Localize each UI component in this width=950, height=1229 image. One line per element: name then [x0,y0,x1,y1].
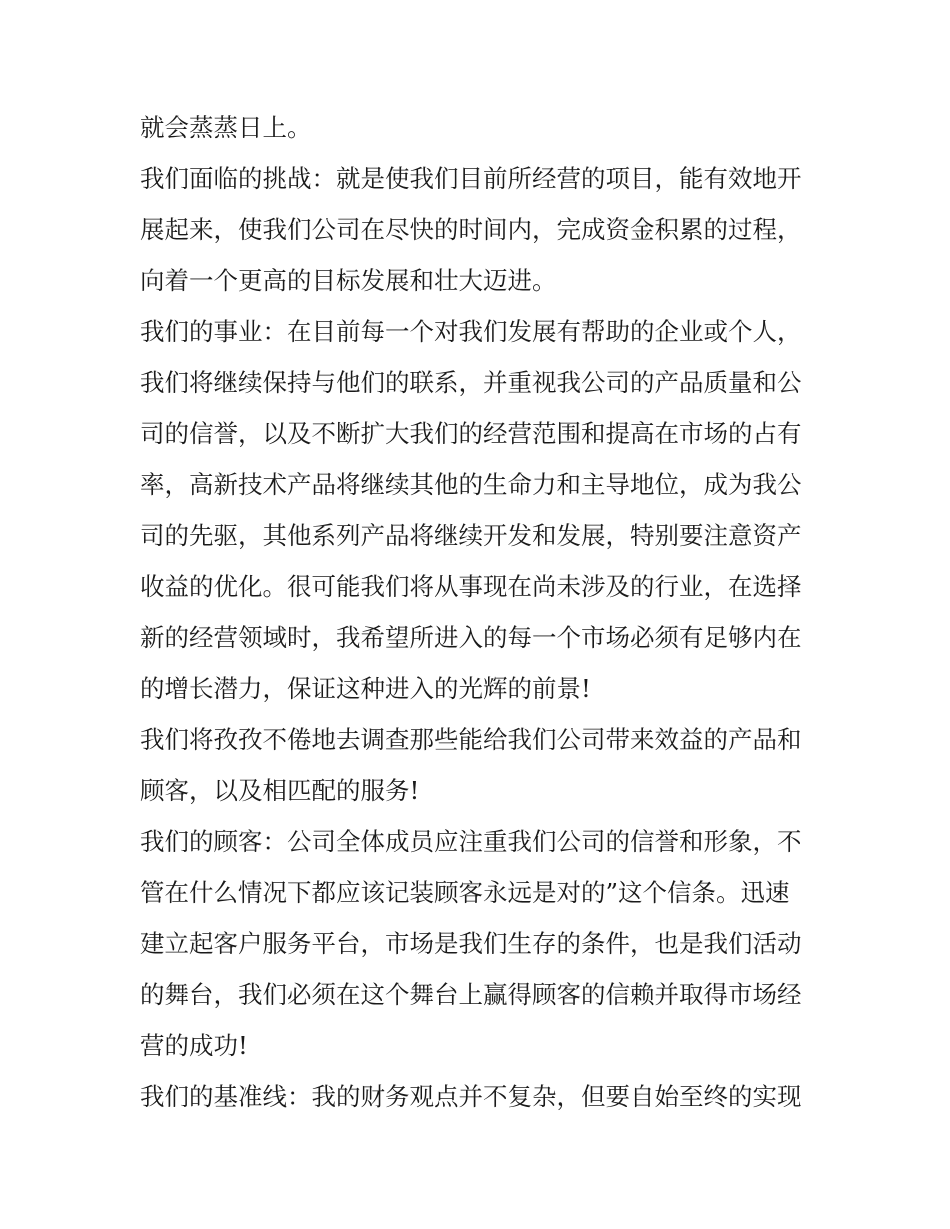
text-line: 新的经营领域时，我希望所进入的每一个市场必须有足够内在 [140,623,802,652]
text-line: 营的成功! [140,1031,248,1060]
document-body [140,102,815,1122]
text-line: 就会蒸蒸日上。 [140,113,312,142]
text-line: 的增长潜力，保证这种进入的光辉的前景! [140,674,591,703]
text-line: 收益的优化。很可能我们将从事现在尚未涉及的行业，在选择 [140,572,802,601]
text-line: 顾客，以及相匹配的服务! [140,776,420,805]
text-line: 率，高新技术产品将继续其他的生命力和主导地位，成为我公 [140,470,802,499]
text-line: 向着一个更高的目标发展和壮大迈进。 [140,266,557,295]
text-line: 的舞台，我们必须在这个舞台上赢得顾客的信赖并取得市场经 [140,980,802,1009]
text-line: 我们将继续保持与他们的联系，并重视我公司的产品质量和公 [140,368,802,397]
text-line: 我们的事业：在目前每一个对我们发展有帮助的企业或个人， [140,317,802,346]
text-line: 我们的顾客：公司全体成员应注重我们公司的信誉和形象，不 [140,827,802,856]
text-line: 展起来，使我们公司在尽快的时间内，完成资金积累的过程， [140,215,802,244]
text-line: 管在什么情况下都应该记装顾客永远是对的”这个信条。迅速 [140,878,790,907]
text-line: 我们将孜孜不倦地去调查那些能给我们公司带来效益的产品和 [140,725,802,754]
text-line: 建立起客户服务平台，市场是我们生存的条件，也是我们活动 [140,929,802,958]
text-line: 我们面临的挑战：就是使我们目前所经营的项目，能有效地开 [140,164,802,193]
text-line: 司的信誉，以及不断扩大我们的经营范围和提高在市场的占有 [140,419,802,448]
text-line: 我们的基准线：我的财务观点并不复杂，但要自始至终的实现 [140,1082,802,1111]
text-line: 司的先驱，其他系列产品将继续开发和发展，特别要注意资产 [140,521,802,550]
